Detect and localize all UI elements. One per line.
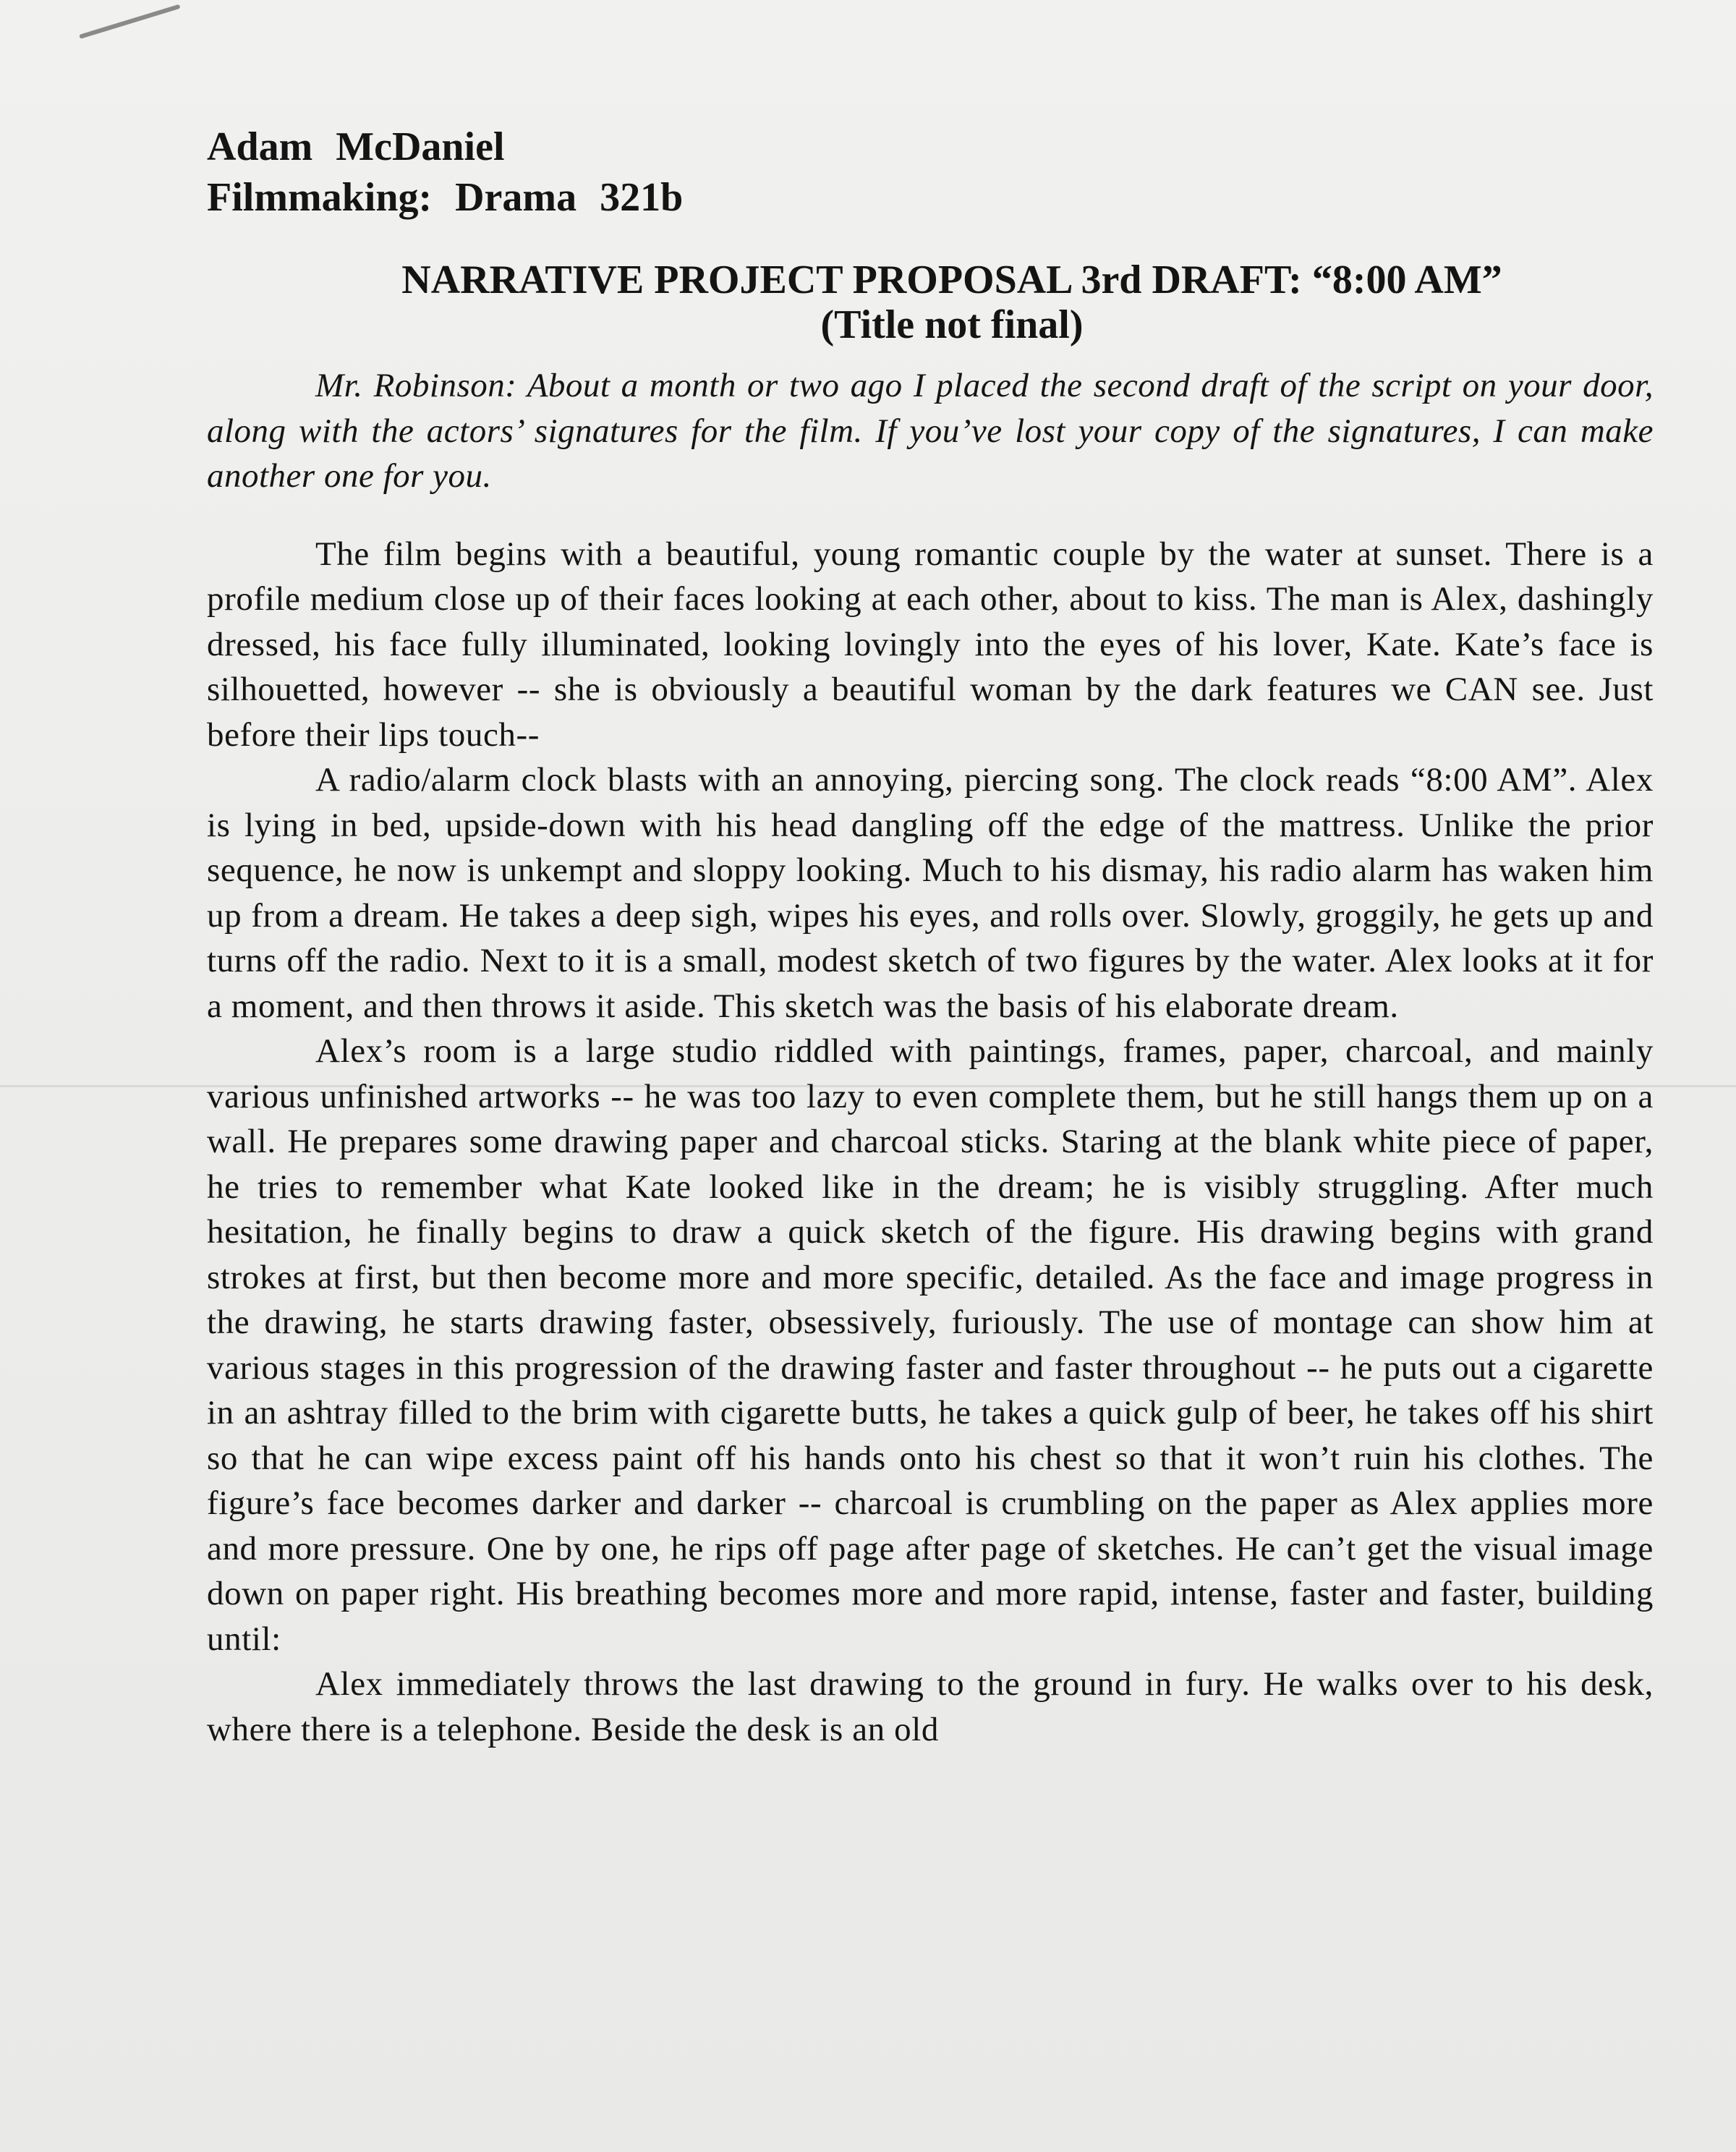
paragraph: Alex immediately throws the last drawing to the ground in fury. He walks over to his desk, where there is a telephone. Beside the desk is an old [207, 1665, 1654, 1748]
paragraph: A radio/alarm clock blasts with an annoying, piercing song. The clock reads “8:00 AM”. Alex is lying in bed, upside-down with his head dangling off the edge of the mattress. Unlike the prior sequence, he now is unkempt and sloppy looking. Much to his dismay, his radio alarm has waken him up from a dream. He takes a deep sigh, wipes his eyes, and rolls over. Slowly, groggily, he gets up and turns off the radio. Next to it is a small, modest sketch of two figures by the water. Alex looks at it for a moment, and then throws it aside. This sketch was the basis of his elaborate dream. [207, 761, 1654, 1025]
document-subtitle: (Title not final) [820, 302, 1084, 347]
note-to-instructor: Mr. Robinson: About a month or two ago I placed the second draft of the script on your door, along with the actors’ signatures for the film. If you’ve lost your copy of the signatures, I can make another one for you. [207, 367, 1654, 495]
document-content [207, 122, 1654, 1752]
staple-mark [79, 4, 180, 39]
paragraph: Alex’s room is a large studio riddled with paintings, frames, paper, charcoal, and mainly various unfinished artworks -- he was too lazy to even complete them, but he still hangs them up on a wall. He prepares some drawing paper and charcoal sticks. Staring at the blank white piece of paper, he tries to remember what Kate looked like in the dream; he is visibly struggling. After much hesitation, he finally begins to draw a quick sketch of the figure. His drawing begins with grand strokes at first, but then become more and more specific, detailed. As the face and image progress in the drawing, he starts drawing faster, obsessively, furiously. The use of montage can show him at various stages in this progression of the drawing faster and faster throughout -- he puts out a cigarette in an ashtray filled to the brim with cigarette butts, he takes a quick gulp of beer, he takes off his shirt so that he can wipe excess paint off his hands onto his chest so that it won’t ruin his clothes. The figure’s face becomes darker and darker -- charcoal is crumbling on the paper as Alex applies more and more pressure. One by one, he rips off page after page of sketches. He can’t get the visual image down on paper right. His breathing becomes more and more rapid, intense, faster and faster, building until: [207, 1032, 1654, 1658]
course-name: Filmmaking: Drama 321b [207, 175, 684, 220]
paragraph: The film begins with a beautiful, young romantic couple by the water at sunset. There is a profile medium close up of their faces looking at each other, about to kiss. The man is Alex, dashingly dressed, his face fully illuminated, looking lovingly into the eyes of his lover, Kate. Kate’s face is silhouetted, however -- she is obviously a beautiful woman by the dark features we CAN see. Just before their lips touch-- [207, 535, 1654, 754]
body-text [207, 532, 1654, 1753]
author-name: Adam McDaniel [207, 124, 505, 169]
document-title: NARRATIVE PROJECT PROPOSAL 3rd DRAFT: “8:00 AM” [401, 258, 1502, 302]
title-block [250, 258, 1654, 347]
